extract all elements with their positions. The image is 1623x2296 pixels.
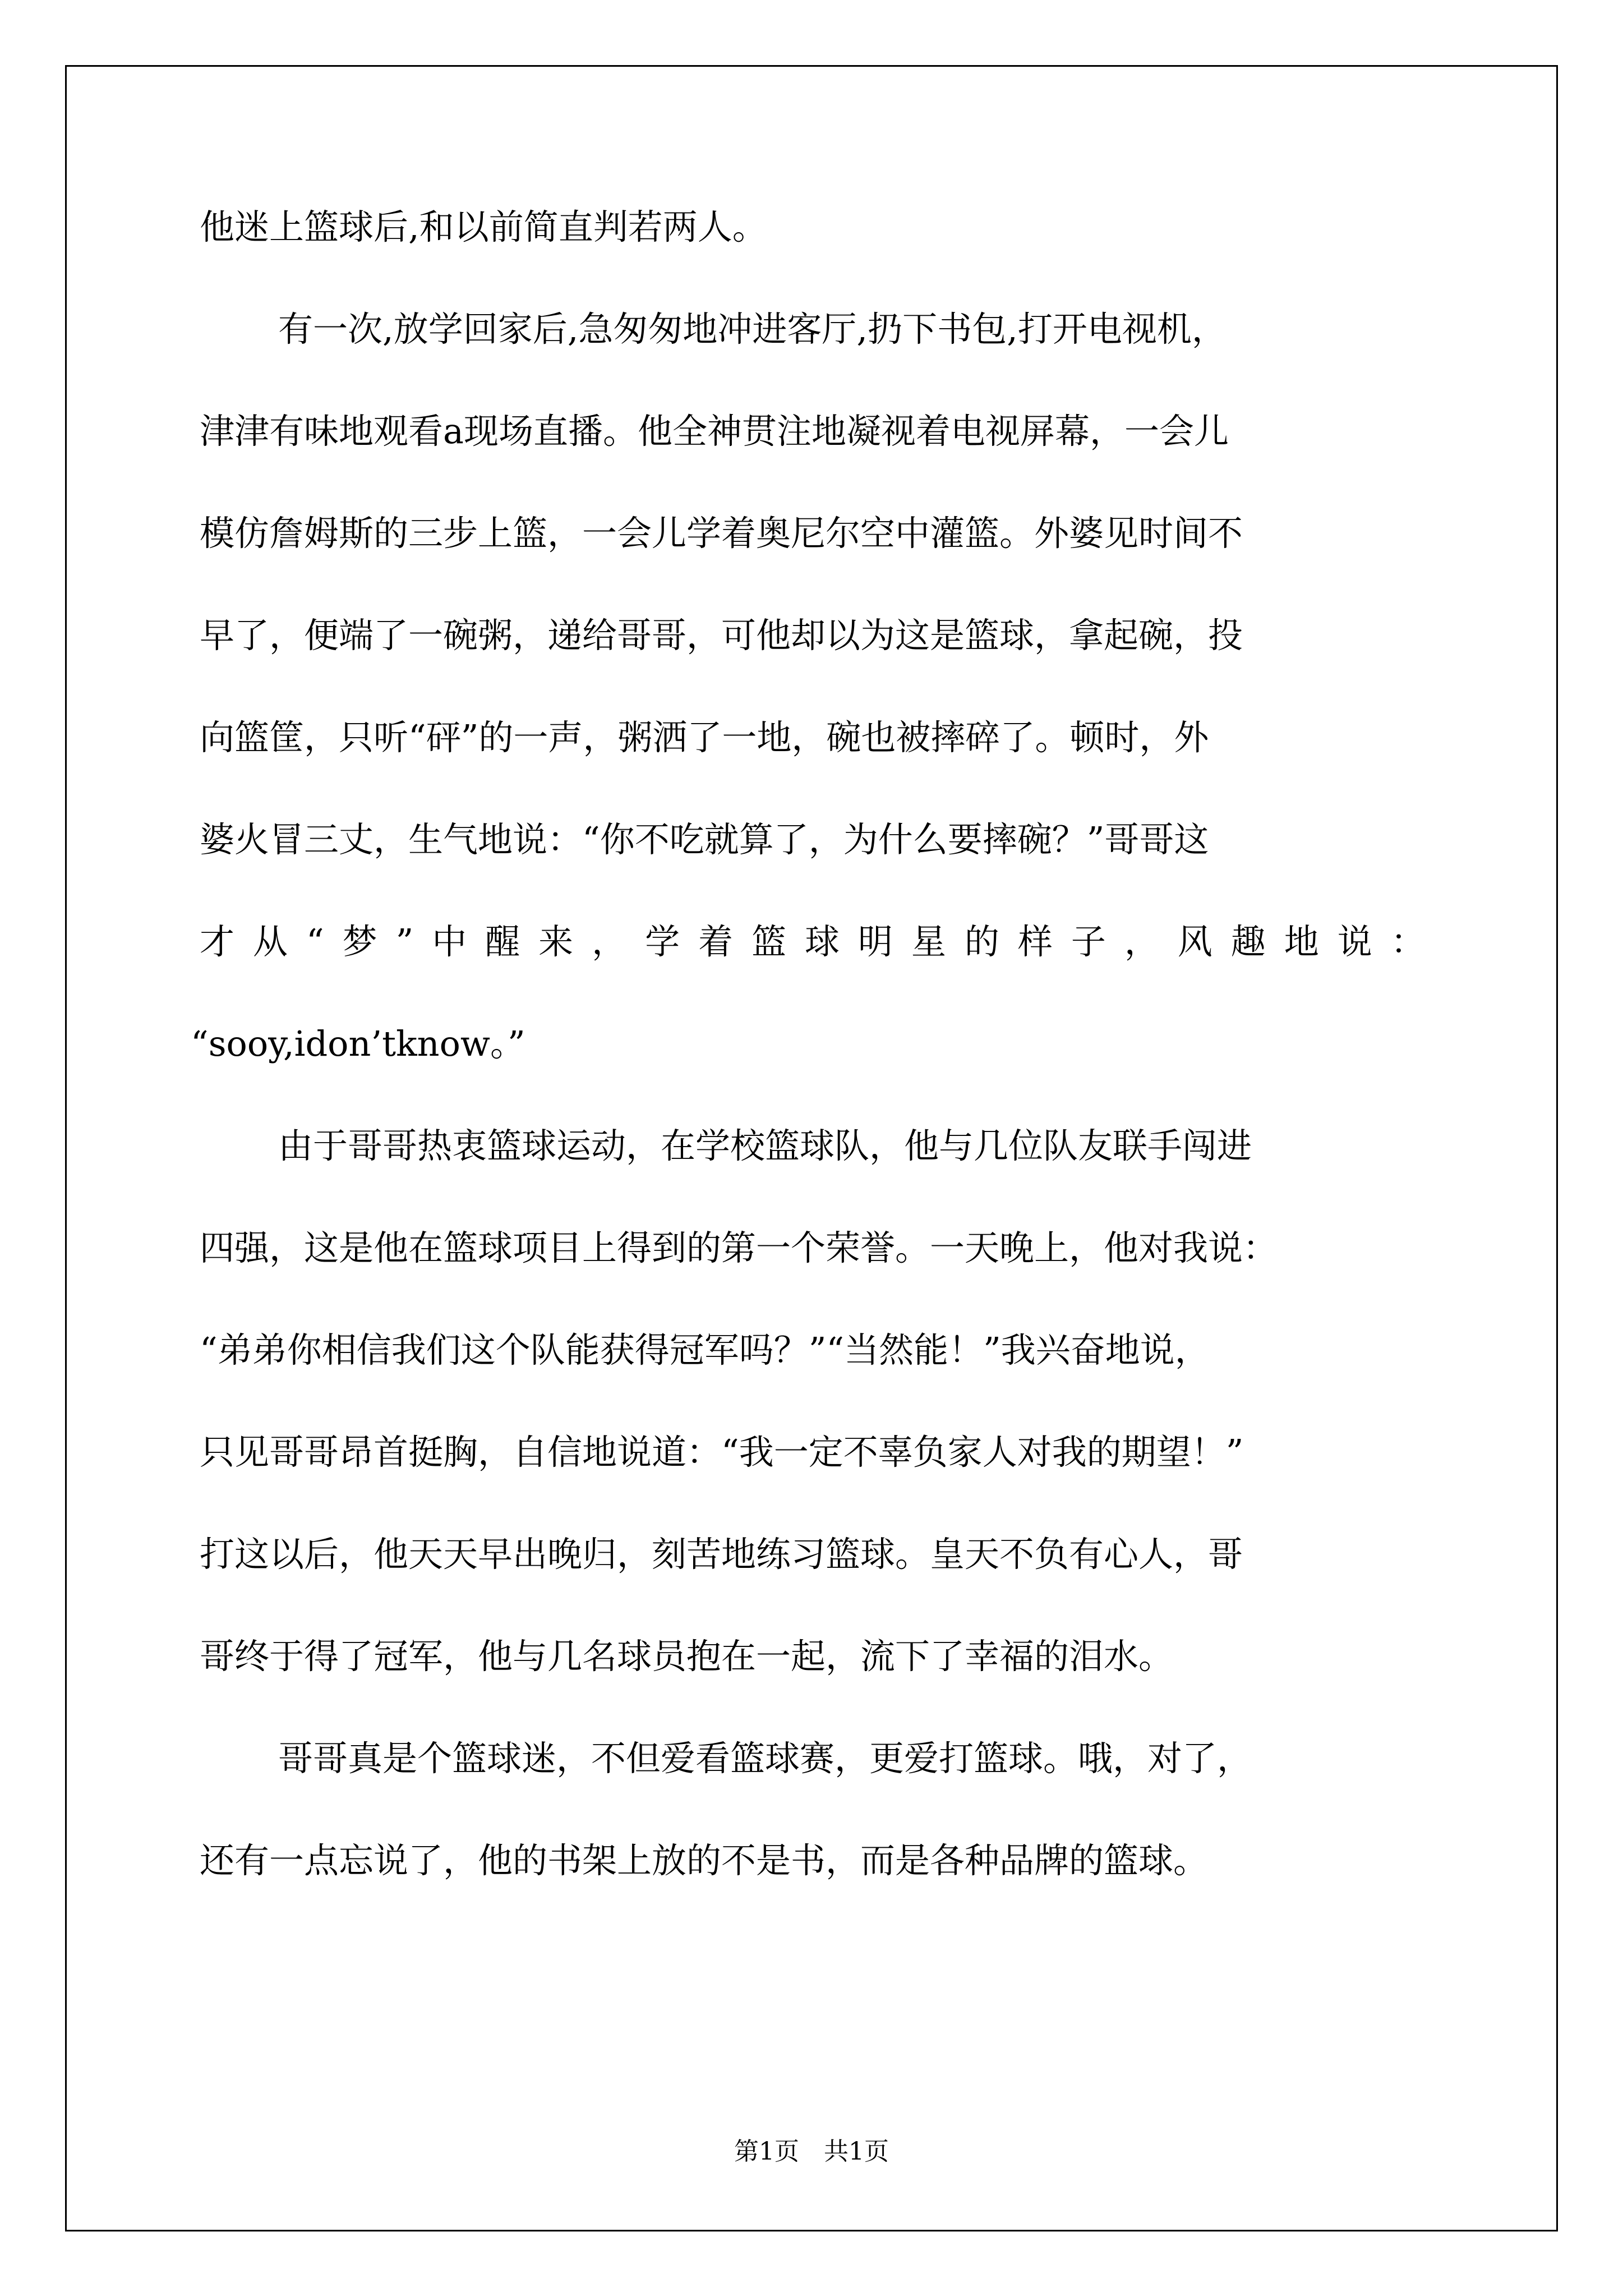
paragraph-line: 由于哥哥热衷篮球运动，在学校篮球队，他与几位队友联手闯进 [278, 1125, 1252, 1166]
page-footer: 第1页 共1页 [734, 2137, 889, 2166]
spaced-char: 醒 [485, 921, 520, 962]
spaced-char: 学 [645, 921, 680, 962]
spaced-char: 的 [964, 921, 999, 962]
spaced-char: 样 [1017, 921, 1053, 962]
paragraph-line: 早了，便端了一碗粥，递给哥哥，可他却以为这是篮球，拿起碗，投 [200, 615, 1243, 656]
spaced-char: 着 [698, 921, 734, 962]
paragraph-line: 婆火冒三丈，生气地说：“你不吃就算了，为什么要摔碗？”哥哥这 [200, 819, 1209, 860]
paragraph-line-justified [200, 914, 1426, 970]
spaced-char: 明 [857, 921, 893, 962]
spaced-char: 地 [1284, 921, 1319, 962]
spaced-char: “ [306, 921, 324, 962]
spaced-char: 从 [252, 921, 288, 962]
spaced-char: 说 [1337, 921, 1372, 962]
spaced-char: ” [395, 921, 414, 962]
spaced-char: ， [592, 921, 627, 962]
paragraph-line: 他迷上篮球后,和以前简直判若两人。 [200, 206, 767, 247]
spaced-char: 中 [432, 921, 467, 962]
paragraph-line: “sooy,idon’tknow。” [191, 1023, 525, 1064]
paragraph-line: 四强，这是他在篮球项目上得到的第一个荣誉。一天晚上，他对我说： [200, 1227, 1278, 1268]
paragraph-line: 津津有味地观看a现场直播。他全神贯注地凝视着电视屏幕，一会儿 [200, 411, 1229, 452]
spaced-char: 来 [538, 921, 574, 962]
paragraph-line: 还有一点忘说了，他的书架上放的不是书，而是各种品牌的篮球。 [200, 1840, 1209, 1881]
spaced-char: 子 [1071, 921, 1106, 962]
paragraph-line: 哥哥真是个篮球迷，不但爱看篮球赛，更爱打篮球。哦，对了， [278, 1738, 1252, 1779]
paragraph-line: 向篮筐，只听“砰”的一声，粥洒了一地，碗也被摔碎了。顿时，外 [200, 717, 1209, 758]
paragraph-line: “弟弟你相信我们这个队能获得冠军吗？”“当然能！”我兴奋地说， [200, 1329, 1210, 1370]
spaced-char: 篮 [751, 921, 787, 962]
paragraph-line: 有一次,放学回家后,急匆匆地冲进客厅,扔下书包,打开电视机， [278, 309, 1227, 349]
paragraph-line: 打这以后，他天天早出晚归，刻苦地练习篮球。皇天不负有心人，哥 [200, 1534, 1243, 1575]
spaced-char: ： [1390, 921, 1426, 962]
spaced-char: 风 [1177, 921, 1212, 962]
spaced-char: ， [1124, 921, 1159, 962]
spaced-char: 趣 [1230, 921, 1266, 962]
spaced-char: 球 [805, 921, 840, 962]
paragraph-line: 哥终于得了冠军，他与几名球员抱在一起，流下了幸福的泪水。 [200, 1636, 1174, 1677]
paragraph-line: 模仿詹姆斯的三步上篮，一会儿学着奥尼尔空中灌篮。外婆见时间不 [200, 513, 1243, 554]
paragraph-line: 只见哥哥昂首挺胸，自信地说道：“我一定不辜负家人对我的期望！” [200, 1432, 1244, 1473]
spaced-char: 星 [911, 921, 946, 962]
spaced-char: 才 [200, 921, 235, 962]
spaced-char: 梦 [342, 921, 377, 962]
